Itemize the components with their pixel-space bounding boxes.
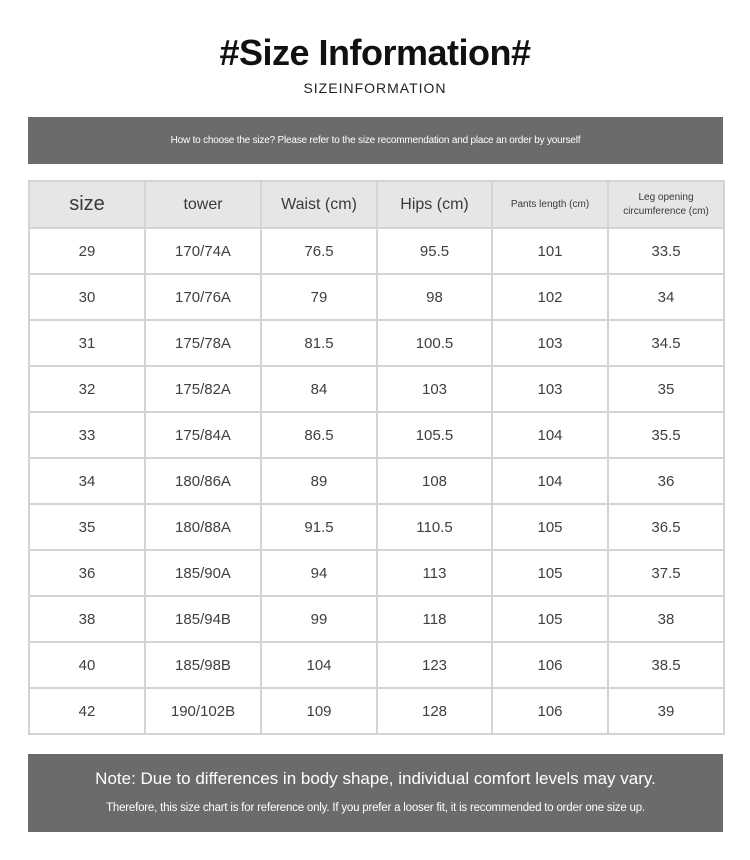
table-cell: 105 (492, 504, 608, 550)
table-cell: 39 (608, 688, 724, 734)
table-cell: 32 (29, 366, 145, 412)
table-cell: 185/98B (145, 642, 261, 688)
banner-text: How to choose the size? Please refer to the size recommendation and place an order by yourself (170, 135, 581, 146)
table-cell: 42 (29, 688, 145, 734)
note-box (28, 754, 723, 832)
table-cell: 175/84A (145, 412, 261, 458)
table-cell: 102 (492, 274, 608, 320)
column-header-size: size (29, 181, 145, 228)
table-cell: 99 (261, 596, 377, 642)
table-cell: 30 (29, 274, 145, 320)
table-cell: 31 (29, 320, 145, 366)
table-row (29, 412, 724, 458)
table-cell: 33 (29, 412, 145, 458)
table-cell: 105 (492, 596, 608, 642)
table-cell: 89 (261, 458, 377, 504)
table-row (29, 688, 724, 734)
table-cell: 100.5 (377, 320, 492, 366)
table-cell: 38.5 (608, 642, 724, 688)
table-cell: 108 (377, 458, 492, 504)
column-header-waist: Waist (cm) (261, 181, 377, 228)
column-header-tower: tower (145, 181, 261, 228)
table-cell: 106 (492, 688, 608, 734)
table-row (29, 550, 724, 596)
table-body (29, 228, 724, 734)
table-cell: 95.5 (377, 228, 492, 274)
table-cell: 185/90A (145, 550, 261, 596)
table-row (29, 596, 724, 642)
table-cell: 175/82A (145, 366, 261, 412)
table-cell: 40 (29, 642, 145, 688)
table-row (29, 228, 724, 274)
table-cell: 37.5 (608, 550, 724, 596)
table-cell: 103 (492, 320, 608, 366)
table-cell: 110.5 (377, 504, 492, 550)
table-cell: 79 (261, 274, 377, 320)
size-table (28, 180, 725, 735)
table-cell: 104 (261, 642, 377, 688)
size-guide-banner (28, 117, 723, 164)
table-cell: 35 (29, 504, 145, 550)
table-cell: 180/88A (145, 504, 261, 550)
table-header-row (29, 181, 724, 228)
table-row (29, 274, 724, 320)
table-cell: 76.5 (261, 228, 377, 274)
table-cell: 109 (261, 688, 377, 734)
column-header-pants-length: Pants length (cm) (492, 181, 608, 228)
table-cell: 34 (608, 274, 724, 320)
table-row (29, 366, 724, 412)
table-cell: 170/76A (145, 274, 261, 320)
table-cell: 94 (261, 550, 377, 596)
note-sub-text: Therefore, this size chart is for reference only. If you prefer a looser fit, it is recommended to order one size up. (106, 802, 645, 814)
table-cell: 36 (29, 550, 145, 596)
table-cell: 101 (492, 228, 608, 274)
table-cell: 103 (492, 366, 608, 412)
table-cell: 185/94B (145, 596, 261, 642)
table-cell: 103 (377, 366, 492, 412)
table-cell: 86.5 (261, 412, 377, 458)
column-header-leg-opening: Leg opening circumference (cm) (608, 181, 724, 228)
column-header-hips: Hips (cm) (377, 181, 492, 228)
table-row (29, 320, 724, 366)
table-cell: 36 (608, 458, 724, 504)
table-cell: 35 (608, 366, 724, 412)
table-row (29, 504, 724, 550)
table-cell: 35.5 (608, 412, 724, 458)
table-cell: 106 (492, 642, 608, 688)
table-cell: 33.5 (608, 228, 724, 274)
table-row (29, 458, 724, 504)
table-cell: 91.5 (261, 504, 377, 550)
table-cell: 38 (29, 596, 145, 642)
table-cell: 104 (492, 458, 608, 504)
table-cell: 113 (377, 550, 492, 596)
table-cell: 175/78A (145, 320, 261, 366)
page-subtitle: SIZEINFORMATION (303, 80, 447, 96)
table-cell: 34 (29, 458, 145, 504)
table-cell: 105.5 (377, 412, 492, 458)
table-cell: 81.5 (261, 320, 377, 366)
table-cell: 123 (377, 642, 492, 688)
table-cell: 104 (492, 412, 608, 458)
table-cell: 118 (377, 596, 492, 642)
page-title: #Size Information# (219, 32, 531, 73)
table-cell: 170/74A (145, 228, 261, 274)
table-cell: 36.5 (608, 504, 724, 550)
table-cell: 34.5 (608, 320, 724, 366)
table-cell: 128 (377, 688, 492, 734)
table-cell: 84 (261, 366, 377, 412)
table-cell: 190/102B (145, 688, 261, 734)
table-cell: 38 (608, 596, 724, 642)
table-cell: 180/86A (145, 458, 261, 504)
note-main-text: Note: Due to differences in body shape, individual comfort levels may vary. (95, 769, 656, 788)
table-cell: 105 (492, 550, 608, 596)
table-cell: 29 (29, 228, 145, 274)
table-row (29, 642, 724, 688)
table-cell: 98 (377, 274, 492, 320)
